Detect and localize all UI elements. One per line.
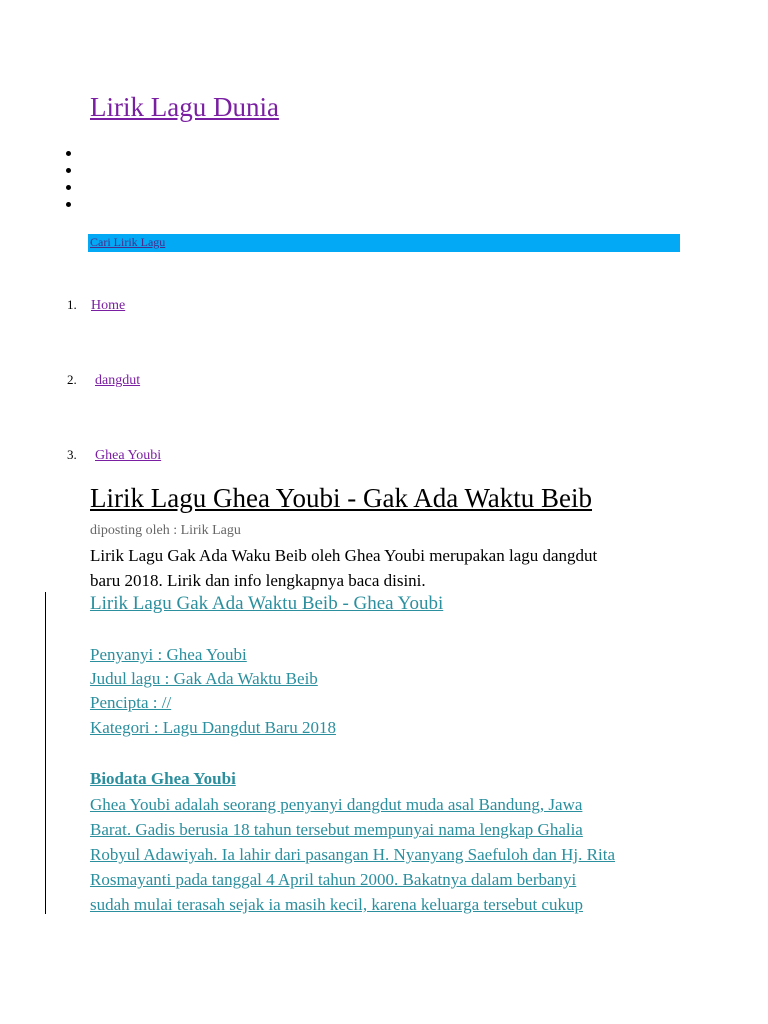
info-category-link[interactable]: Kategori : Lagu Dangdut Baru 2018	[90, 718, 336, 737]
bio-heading-link[interactable]: Biodata Ghea Youbi	[90, 769, 236, 788]
post-title-link[interactable]: Lirik Lagu Ghea Youbi - Gak Ada Waktu Beib	[90, 483, 593, 513]
intro-line: Lirik Lagu Gak Ada Waku Beib oleh Ghea Youbi merupakan lagu dangdut	[90, 546, 598, 565]
search-lyrics-link[interactable]: Cari Lirik Lagu	[90, 235, 166, 249]
site-title-link[interactable]: Lirik Lagu Dunia	[90, 92, 279, 122]
search-bar	[88, 234, 680, 252]
left-margin-rule	[45, 592, 46, 914]
breadcrumb-number: 1.	[67, 297, 77, 312]
breadcrumb-item-dangdut	[67, 372, 140, 389]
info-composer-link[interactable]: Pencipta : //	[90, 693, 172, 712]
post-byline: diposting oleh : Lirik Lagu	[90, 523, 241, 538]
breadcrumb-number: 2.	[67, 372, 77, 387]
bio-line[interactable]: Barat. Gadis berusia 18 tahun tersebut mempunyai nama lengkap Ghalia	[90, 820, 583, 839]
intro-line: baru 2018. Lirik dan info lengkapnya baca disini.	[90, 571, 426, 590]
bio-text	[90, 792, 615, 917]
breadcrumb-link-ghea-youbi[interactable]: Ghea Youbi	[95, 448, 162, 463]
post-intro	[90, 543, 690, 593]
info-song-title-link[interactable]: Judul lagu : Gak Ada Waktu Beib	[90, 669, 318, 688]
breadcrumb-link-dangdut[interactable]: dangdut	[95, 373, 141, 388]
bio-line[interactable]: Ghea Youbi adalah seorang penyanyi dangdut muda asal Bandung, Jawa	[90, 795, 583, 814]
breadcrumb-item-ghea-youbi	[67, 447, 161, 464]
breadcrumb-item-home	[67, 297, 125, 314]
bio-line[interactable]: sudah mulai terasah sejak ia masih kecil, karena keluarga tersebut cukup	[90, 895, 583, 914]
bio-line[interactable]: Rosmayanti pada tanggal 4 April tahun 2000. Bakatnya dalam berbanyi	[90, 870, 577, 889]
bio-line[interactable]: Robyul Adawiyah. Ia lahir dari pasangan H. Nyanyang Saefuloh dan Hj. Rita	[90, 845, 615, 864]
breadcrumb-number: 3.	[67, 447, 77, 462]
content-heading-link[interactable]: Lirik Lagu Gak Ada Waktu Beib - Ghea Youbi	[90, 593, 444, 614]
info-singer-link[interactable]: Penyanyi : Ghea Youbi	[90, 645, 247, 664]
breadcrumb-link-home[interactable]: Home	[91, 298, 126, 313]
